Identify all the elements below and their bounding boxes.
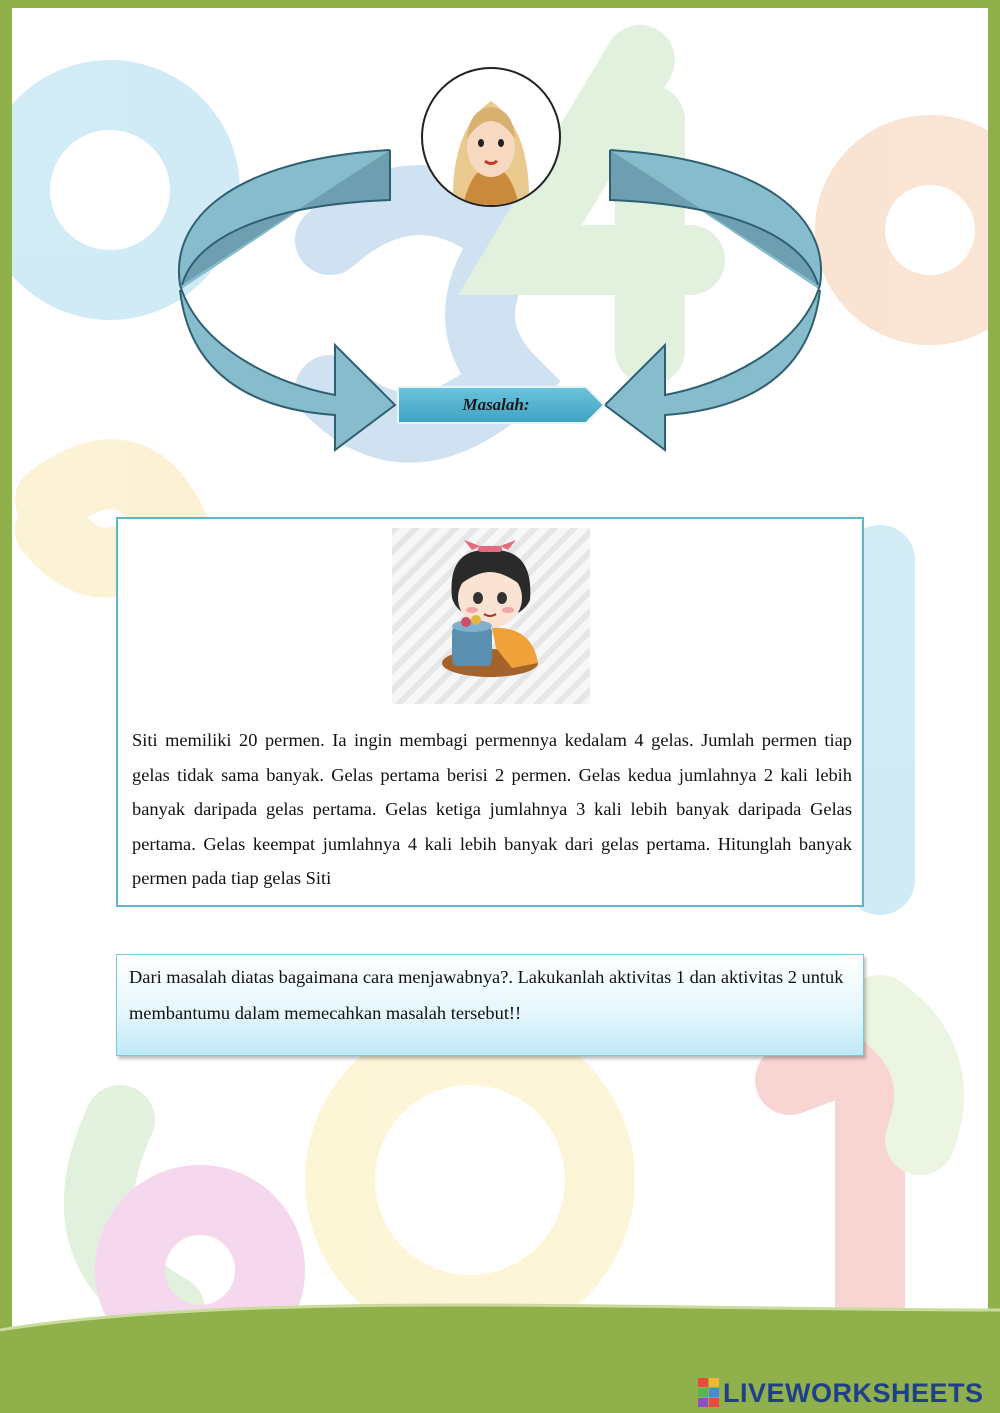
girl-illustration	[392, 528, 590, 704]
brand-name: LIVEWORKSHEETS	[723, 1377, 984, 1408]
masalah-label: Masalah:	[462, 395, 530, 414]
instruction-box	[116, 954, 864, 1056]
liveworksheets-brand[interactable]	[698, 1376, 984, 1410]
teacher-avatar	[421, 67, 561, 207]
liveworksheets-logo-icon	[698, 1378, 720, 1408]
curved-arrow-right-icon	[605, 150, 821, 450]
problem-text: Siti memiliki 20 permen. Ia ingin membagi permennya kedalam 4 gelas. Jumlah permen tiap gelas tidak sama banyak. Gelas pertama berisi 2 permen. Gelas kedua jumlahnya 2 kali lebih banyak daripada gelas pertama. Gelas ketiga jumlahnya 3 kali lebih banyak daripada Gelas pertama. Gelas keempat jumlahnya 4 kali lebih banyak dari gelas pertama. Hitunglah banyak permen pada tiap gelas Siti	[132, 730, 852, 889]
curved-arrow-left-icon	[179, 150, 395, 450]
masalah-banner	[396, 385, 608, 425]
problem-box	[116, 517, 864, 907]
teacher-avatar-icon	[423, 69, 559, 205]
instruction-text: Dari masalah diatas bagaimana cara menjawabnya?. Lakukanlah aktivitas 1 dan aktivitas 2 untuk membantumu dalam memecahkan masalah tersebut!!	[129, 967, 844, 1023]
girl-with-candy-jar-image	[392, 528, 590, 704]
